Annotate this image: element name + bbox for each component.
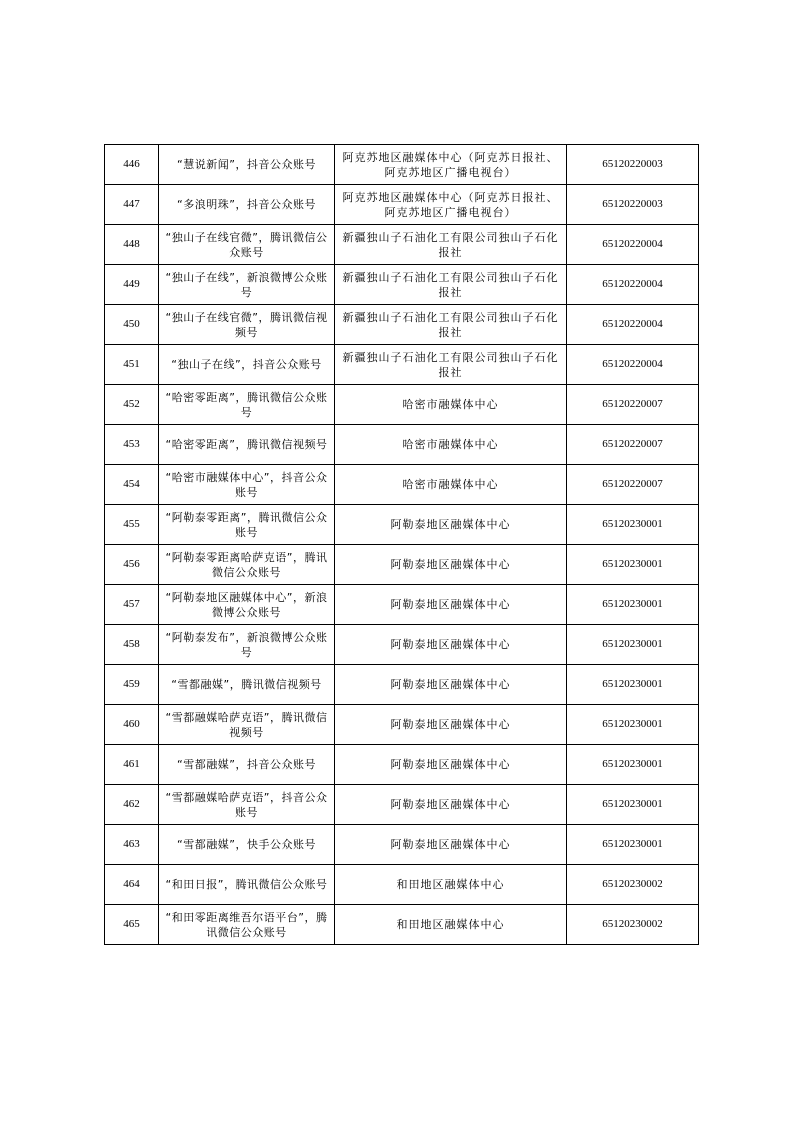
table-row	[105, 465, 699, 505]
table-row	[105, 865, 699, 905]
organization-cell: 阿勒泰地区融媒体中心	[335, 665, 567, 705]
row-number-cell: 465	[105, 905, 159, 945]
account-name-cell: “多浪明珠”，抖音公众账号	[159, 185, 335, 225]
license-code-cell: 65120230002	[567, 865, 699, 905]
account-name-cell: “雪都融媒哈萨克语”，腾讯微信视频号	[159, 705, 335, 745]
organization-cell: 和田地区融媒体中心	[335, 905, 567, 945]
table-row	[105, 585, 699, 625]
account-name-cell: “雪都融媒”，腾讯微信视频号	[159, 665, 335, 705]
organization-cell: 阿勒泰地区融媒体中心	[335, 505, 567, 545]
organization-cell: 阿勒泰地区融媒体中心	[335, 585, 567, 625]
license-code-cell: 65120230001	[567, 745, 699, 785]
table-row	[105, 425, 699, 465]
organization-cell: 和田地区融媒体中心	[335, 865, 567, 905]
table-row	[105, 625, 699, 665]
organization-cell: 阿勒泰地区融媒体中心	[335, 785, 567, 825]
row-number-cell: 455	[105, 505, 159, 545]
license-code-cell: 65120220007	[567, 425, 699, 465]
row-number-cell: 456	[105, 545, 159, 585]
organization-cell: 阿克苏地区融媒体中心（阿克苏日报社、阿克苏地区广播电视台）	[335, 185, 567, 225]
license-code-cell: 65120230001	[567, 545, 699, 585]
row-number-cell: 461	[105, 745, 159, 785]
account-name-cell: “阿勒泰零距离哈萨克语”，腾讯微信公众账号	[159, 545, 335, 585]
row-number-cell: 464	[105, 865, 159, 905]
account-name-cell: “哈密零距离”，腾讯微信视频号	[159, 425, 335, 465]
row-number-cell: 454	[105, 465, 159, 505]
table-row	[105, 745, 699, 785]
row-number-cell: 462	[105, 785, 159, 825]
organization-cell: 新疆独山子石油化工有限公司独山子石化报社	[335, 225, 567, 265]
table-row	[105, 785, 699, 825]
license-code-cell: 65120230001	[567, 785, 699, 825]
row-number-cell: 459	[105, 665, 159, 705]
table-row	[105, 145, 699, 185]
organization-cell: 阿勒泰地区融媒体中心	[335, 825, 567, 865]
table-body	[105, 145, 699, 945]
organization-cell: 阿勒泰地区融媒体中心	[335, 745, 567, 785]
registry-table	[104, 144, 699, 945]
license-code-cell: 65120220007	[567, 465, 699, 505]
account-name-cell: “雪都融媒哈萨克语”，抖音公众账号	[159, 785, 335, 825]
account-name-cell: “阿勒泰发布”，新浪微博公众账号	[159, 625, 335, 665]
organization-cell: 新疆独山子石油化工有限公司独山子石化报社	[335, 345, 567, 385]
account-name-cell: “哈密零距离”，腾讯微信公众账号	[159, 385, 335, 425]
account-name-cell: “独山子在线”，抖音公众账号	[159, 345, 335, 385]
license-code-cell: 65120220003	[567, 185, 699, 225]
license-code-cell: 65120230001	[567, 665, 699, 705]
organization-cell: 新疆独山子石油化工有限公司独山子石化报社	[335, 305, 567, 345]
row-number-cell: 446	[105, 145, 159, 185]
organization-cell: 阿克苏地区融媒体中心（阿克苏日报社、阿克苏地区广播电视台）	[335, 145, 567, 185]
account-name-cell: “阿勒泰地区融媒体中心”，新浪微博公众账号	[159, 585, 335, 625]
license-code-cell: 65120230001	[567, 585, 699, 625]
license-code-cell: 65120230001	[567, 705, 699, 745]
row-number-cell: 448	[105, 225, 159, 265]
table-row	[105, 305, 699, 345]
table-row	[105, 905, 699, 945]
table-row	[105, 345, 699, 385]
organization-cell: 哈密市融媒体中心	[335, 465, 567, 505]
table-row	[105, 705, 699, 745]
account-name-cell: “雪都融媒”，快手公众账号	[159, 825, 335, 865]
table-row	[105, 185, 699, 225]
row-number-cell: 449	[105, 265, 159, 305]
row-number-cell: 458	[105, 625, 159, 665]
account-name-cell: “和田零距离维吾尔语平台”，腾讯微信公众账号	[159, 905, 335, 945]
organization-cell: 哈密市融媒体中心	[335, 385, 567, 425]
license-code-cell: 65120220003	[567, 145, 699, 185]
account-name-cell: “独山子在线官微”，腾讯微信视频号	[159, 305, 335, 345]
account-name-cell: “慧说新闻”，抖音公众账号	[159, 145, 335, 185]
table-row	[105, 385, 699, 425]
table-row	[105, 505, 699, 545]
license-code-cell: 65120230002	[567, 905, 699, 945]
account-name-cell: “阿勒泰零距离”，腾讯微信公众账号	[159, 505, 335, 545]
row-number-cell: 453	[105, 425, 159, 465]
row-number-cell: 460	[105, 705, 159, 745]
license-code-cell: 65120220004	[567, 225, 699, 265]
table-row	[105, 665, 699, 705]
organization-cell: 哈密市融媒体中心	[335, 425, 567, 465]
row-number-cell: 457	[105, 585, 159, 625]
organization-cell: 阿勒泰地区融媒体中心	[335, 545, 567, 585]
license-code-cell: 65120220004	[567, 305, 699, 345]
table-row	[105, 265, 699, 305]
account-name-cell: “独山子在线”，新浪微博公众账号	[159, 265, 335, 305]
row-number-cell: 450	[105, 305, 159, 345]
table-row	[105, 825, 699, 865]
account-name-cell: “和田日报”，腾讯微信公众账号	[159, 865, 335, 905]
row-number-cell: 451	[105, 345, 159, 385]
organization-cell: 阿勒泰地区融媒体中心	[335, 625, 567, 665]
license-code-cell: 65120220004	[567, 345, 699, 385]
table-row	[105, 545, 699, 585]
organization-cell: 新疆独山子石油化工有限公司独山子石化报社	[335, 265, 567, 305]
row-number-cell: 447	[105, 185, 159, 225]
table-row	[105, 225, 699, 265]
account-name-cell: “独山子在线官微”，腾讯微信公众账号	[159, 225, 335, 265]
row-number-cell: 463	[105, 825, 159, 865]
license-code-cell: 65120230001	[567, 825, 699, 865]
account-name-cell: “哈密市融媒体中心”，抖音公众账号	[159, 465, 335, 505]
license-code-cell: 65120220007	[567, 385, 699, 425]
license-code-cell: 65120230001	[567, 505, 699, 545]
license-code-cell: 65120230001	[567, 625, 699, 665]
license-code-cell: 65120220004	[567, 265, 699, 305]
account-name-cell: “雪都融媒”，抖音公众账号	[159, 745, 335, 785]
organization-cell: 阿勒泰地区融媒体中心	[335, 705, 567, 745]
row-number-cell: 452	[105, 385, 159, 425]
